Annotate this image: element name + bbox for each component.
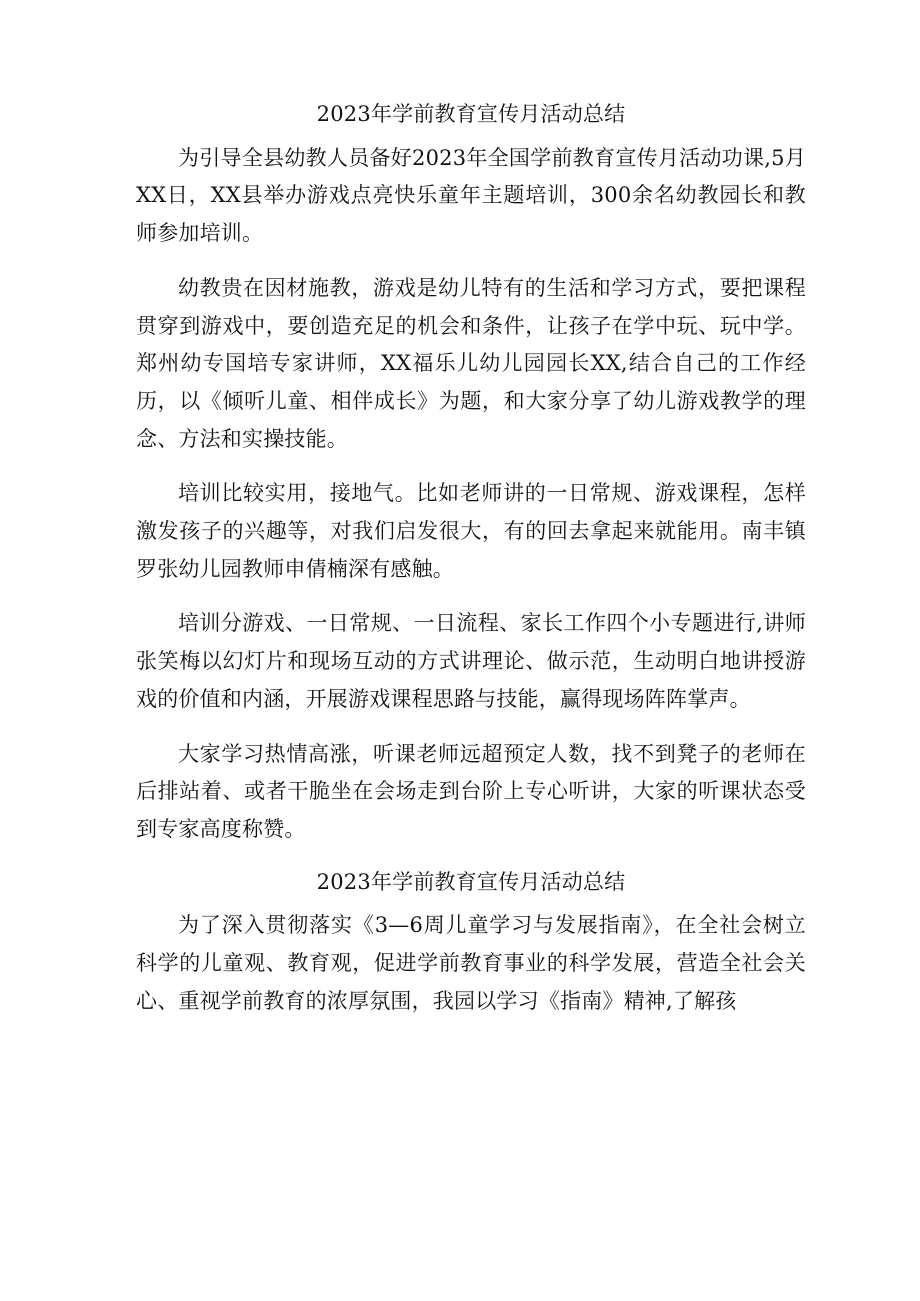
section-title: 2023年学前教育宣传月活动总结 xyxy=(316,869,626,894)
section-title: 2023年学前教育宣传月活动总结 xyxy=(316,102,626,126)
paragraph: 幼教贵在因材施教，游戏是幼儿特有的生活和学习方式，要把课程贯穿到游戏中，要创造充足的机会和条件，让孩子在学中玩、玩中学。郑州幼专国培专家讲师，XX福乐儿幼儿园园长XX,结合自己的工作经历，以《倾听儿童、相伴成长》为题，和大家分享了幼儿游戏教学的理念、方法和实操技能。 xyxy=(136,275,806,451)
document-body xyxy=(136,96,806,1037)
paragraph: 培训分游戏、一日常规、一日流程、家长工作四个小专题进行,讲师张笑梅以幻灯片和现场互动的方式讲理论、做示范，生动明白地讲授游戏的价值和内涵，开展游戏课程思路与技能，赢得现场阵阵掌声。 xyxy=(136,611,806,711)
paragraph: 培训比较实用，接地气。比如老师讲的一日常规、游戏课程，怎样激发孩子的兴趣等，对我们启发很大，有的回去拿起来就能用。南丰镇罗张幼儿园教师申倩楠深有感触。 xyxy=(136,481,806,581)
paragraph: 大家学习热情高涨，听课老师远超预定人数，找不到凳子的老师在后排站着、或者干脆坐在会场走到台阶上专心听讲，大家的听课状态受到专家高度称赞。 xyxy=(136,741,806,841)
paragraph: 为引导全县幼教人员备好2023年全国学前教育宣传月活动功课,5月XX日，XX县举办游戏点亮快乐童年主题培训，300余名幼教园长和教师参加培训。 xyxy=(136,145,806,246)
paragraph: 为了深入贯彻落实《3—6周儿童学习与发展指南》，在全社会树立科学的儿童观、教育观，促进学前教育事业的科学发展，营造全社会关心、重视学前教育的浓厚氛围，我园以学习《指南》精神,了解孩 xyxy=(136,913,806,1013)
